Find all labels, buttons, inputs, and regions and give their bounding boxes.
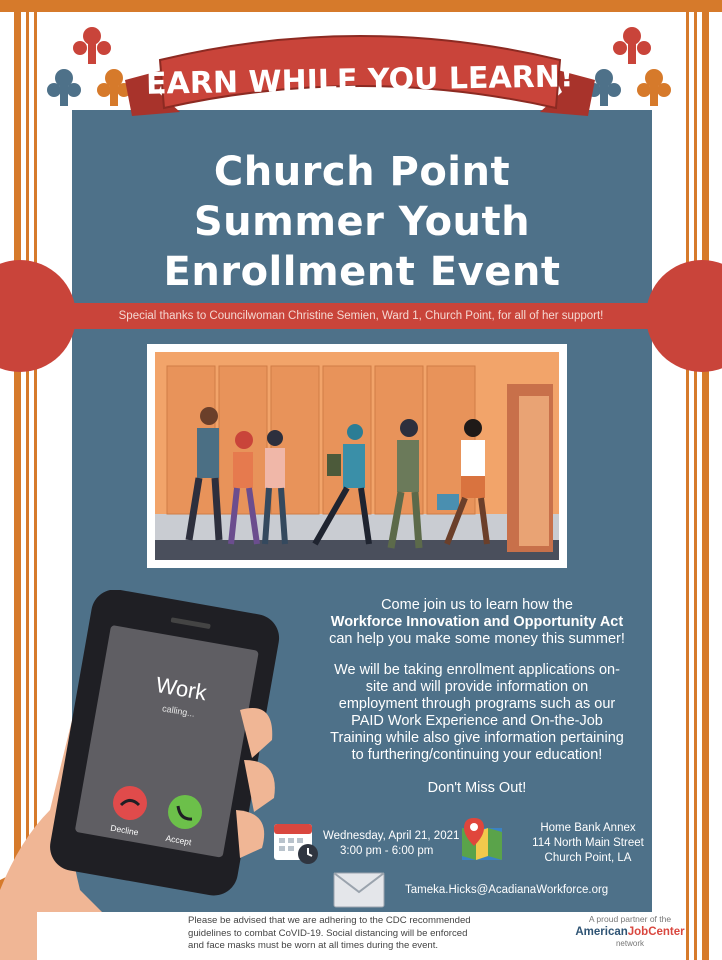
- location-line-3: Church Point, LA: [544, 852, 632, 864]
- details-line-1: We will be taking enrollment applications on-: [334, 662, 620, 678]
- covid-disclaimer: [188, 915, 528, 953]
- location-line-2: 114 North Main Street: [532, 837, 644, 849]
- banner-title: EARN WHILE YOU LEARN!: [145, 59, 574, 102]
- partner-brand: [575, 925, 685, 939]
- contact-email[interactable]: Tameka.Hicks@AcadianaWorkforce.org: [405, 884, 609, 896]
- border-right-stripe-2: [694, 12, 697, 960]
- disclaimer-line-1: Please be advised that we are adhering to the CDC recommended: [188, 915, 471, 926]
- intro-line-3: can help you make some money this summer!: [329, 631, 625, 647]
- phone-caller: Work: [154, 671, 209, 706]
- envelope-icon: [333, 872, 385, 908]
- border-right-stripe-1: [686, 12, 689, 960]
- call-to-action: Don't Miss Out!: [427, 780, 527, 796]
- decline-label: Decline: [109, 822, 140, 838]
- details-line-2: site and will provide information on: [365, 679, 589, 695]
- intro-line-1: Come join us to learn how the: [381, 597, 573, 613]
- thanks-text: Special thanks to Councilwoman Christine Semien, Ward 1, Church Point, for all of her support!: [118, 310, 604, 322]
- calendar-icon: [272, 818, 322, 866]
- details-line-5: Training while also give information pertaining: [330, 730, 624, 746]
- students-illustration: [147, 344, 567, 568]
- accept-label: Accept: [164, 832, 193, 848]
- partner-brand-a: American: [575, 926, 628, 938]
- location-line-1: Home Bank Annex: [540, 822, 636, 834]
- phone-status: calling...: [161, 703, 196, 719]
- page-title-line-3: Enrollment Event: [163, 249, 561, 295]
- partner-line-1: A proud partner of the: [588, 914, 672, 924]
- event-time: 3:00 pm - 6:00 pm: [340, 845, 434, 857]
- border-right-stripe-3: [702, 12, 709, 960]
- map-pin-icon: [460, 816, 506, 862]
- accept-call-icon: [168, 795, 202, 829]
- phone-illustration: [0, 590, 300, 960]
- intro-line-2: Workforce Innovation and Opportunity Act: [330, 614, 624, 630]
- page-title-line-2: Summer Youth: [193, 199, 531, 245]
- details-line-3: employment through programs such as our: [338, 696, 616, 712]
- thanks-band: [0, 303, 722, 329]
- details-line-6: to furthering/continuing your education!: [351, 747, 603, 763]
- partner-line-3: network: [615, 939, 644, 948]
- decline-call-icon: [113, 786, 147, 820]
- border-top-stripe: [0, 0, 722, 12]
- partner-logo: [575, 914, 685, 949]
- partner-brand-b: JobCenter: [627, 926, 685, 938]
- page-title-line-1: Church Point: [213, 149, 511, 195]
- details-line-4: PAID Work Experience and On-the-Job: [351, 713, 603, 729]
- banner-ribbon: [120, 20, 600, 130]
- disclaimer-line-2: guidelines to combat CoVID-19. Social distancing will be enforced: [188, 927, 468, 939]
- disclaimer-line-3: and face masks must be worn at all times during the event.: [188, 940, 439, 951]
- event-date: Wednesday, April 21, 2021: [323, 830, 460, 842]
